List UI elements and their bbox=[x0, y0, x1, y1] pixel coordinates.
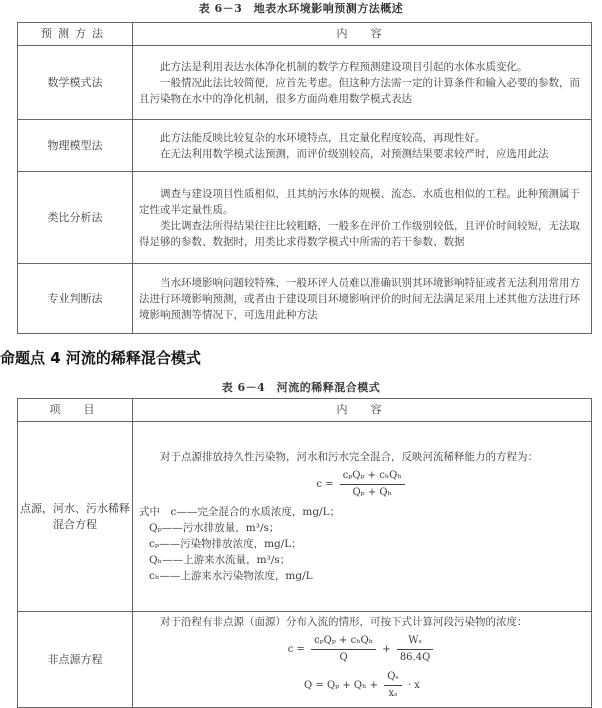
nonpoint-source-label: 非点源方程 bbox=[18, 612, 133, 708]
fraction-denominator: xₛ bbox=[388, 688, 398, 699]
method-name: 物理模型法 bbox=[18, 120, 133, 172]
method-name: 数学模式法 bbox=[18, 46, 133, 120]
method-name: 类比分析法 bbox=[18, 172, 133, 264]
content-line: 当水环境影响问题较特殊，一般环评人员难以准确识别其环境影响特征或者无法利用常用方法进行环境影响预测，或者由于建设项目环境影响评价的时间无法满足采用上述其他方法进行环境影响预测等情况下，可选用此种方法 bbox=[139, 276, 580, 321]
legend-line: Qₚ——污水排放量，m³/s； bbox=[149, 522, 280, 534]
table-row bbox=[18, 172, 592, 264]
legend-line: Qₕ——上游来水流量，m³/s； bbox=[149, 554, 291, 566]
equation-rhs: · x bbox=[407, 680, 420, 691]
table-row bbox=[18, 612, 592, 708]
table2-caption: 表 6－4 河流的稀释混合模式 bbox=[221, 381, 381, 394]
table1-col2-header: 内 容 bbox=[133, 23, 592, 46]
table2-col1-header: 项 目 bbox=[18, 399, 133, 422]
legend-line: cₕ——上游来水污染物浓度，mg/L bbox=[149, 570, 313, 582]
method-content bbox=[133, 264, 592, 334]
table-row bbox=[18, 264, 592, 334]
point-source-label: 点源，河水、污水稀释混合方程 bbox=[18, 422, 133, 612]
table1-caption: 表 6－3 地表水环境影响预测方法概述 bbox=[198, 2, 404, 15]
prediction-methods-table bbox=[17, 22, 592, 334]
fraction-denominator: Q bbox=[339, 652, 348, 663]
equation-fraction bbox=[384, 669, 402, 702]
method-name: 专业判断法 bbox=[18, 264, 133, 334]
table2-header-row bbox=[18, 399, 592, 422]
method-content bbox=[133, 46, 592, 120]
content-line: 类比调查法所得结果往往比较粗略，一般多在评价工作级别较低，且评价时间较短，无法取得足够的参数、数据时，用类比求得数学模式中所需的若干参数、数据 bbox=[139, 219, 580, 248]
section-heading: 命题点 4 河流的稀释混合模式 bbox=[0, 349, 201, 367]
concentration-equation bbox=[139, 633, 585, 666]
equation-lhs: c = bbox=[287, 644, 305, 655]
equation-lhs: c = bbox=[316, 479, 334, 490]
fraction-denominator: 86.4Q bbox=[399, 652, 431, 663]
fraction-denominator: Qₚ + Qₕ bbox=[352, 487, 392, 498]
equation-fraction bbox=[397, 633, 433, 666]
method-content bbox=[133, 172, 592, 264]
content-line: 此方法是利用表达水体净化机制的数学方程预测建设项目引起的水体水质变化。 bbox=[160, 60, 528, 73]
table-row bbox=[18, 422, 592, 612]
flow-equation bbox=[139, 669, 585, 702]
mixing-equation bbox=[139, 468, 585, 501]
table1-col1-header: 预测方法 bbox=[18, 23, 133, 46]
table-row bbox=[18, 120, 592, 172]
content-line: 一般情况此法比较简便，应首先考虑。但这种方法需一定的计算条件和输入必要的参数，而且污染物在水中的净化机制，很多方面尚难用数学模式表达 bbox=[139, 76, 580, 105]
point-source-content bbox=[133, 422, 592, 612]
dilution-mixing-table bbox=[17, 398, 592, 708]
content-line: 在无法利用数学模式法预测，而评价级别较高，对预测结果要求较严时，应选用此法 bbox=[160, 147, 549, 160]
fraction-numerator: Wₛ bbox=[397, 633, 433, 650]
legend-line: 式中 c——完全混合的水质浓度，mg/L； bbox=[139, 506, 341, 518]
nonpoint-source-content bbox=[133, 612, 592, 708]
fraction-numerator: cₚQₚ + cₕQₕ bbox=[311, 633, 376, 650]
fraction-numerator: cₚQₚ + cₕQₕ bbox=[340, 468, 405, 485]
table-row bbox=[18, 46, 592, 120]
fraction-numerator: Qₛ bbox=[384, 669, 402, 686]
equation-fraction bbox=[340, 468, 405, 501]
equation-lhs: Q = Qₚ + Qₕ + bbox=[304, 680, 378, 691]
legend-line: cₚ——污染物排放浓度，mg/L； bbox=[149, 538, 302, 550]
content-line: 对于点源排放持久性污染物，河水和污水完全混合，反映河流稀释能力的方程为： bbox=[160, 451, 538, 463]
table2-col2-header: 内 容 bbox=[133, 399, 592, 422]
method-content bbox=[133, 120, 592, 172]
equation-fraction bbox=[311, 633, 376, 666]
equation-operator: + bbox=[382, 644, 391, 655]
content-line: 此方法能反映比较复杂的水环境特点，且定量化程度较高，再现性好。 bbox=[160, 131, 486, 144]
content-line: 调查与建设项目性质相似，且其纳污水体的规模、流态、水质也相似的工程。此种预测属于定性或半定量性质。 bbox=[139, 187, 580, 216]
table1-header-row bbox=[18, 23, 592, 46]
content-line: 对于沿程有非点源（面源）分布入流的情形，可按下式计算河段污染物的浓度： bbox=[160, 616, 528, 628]
